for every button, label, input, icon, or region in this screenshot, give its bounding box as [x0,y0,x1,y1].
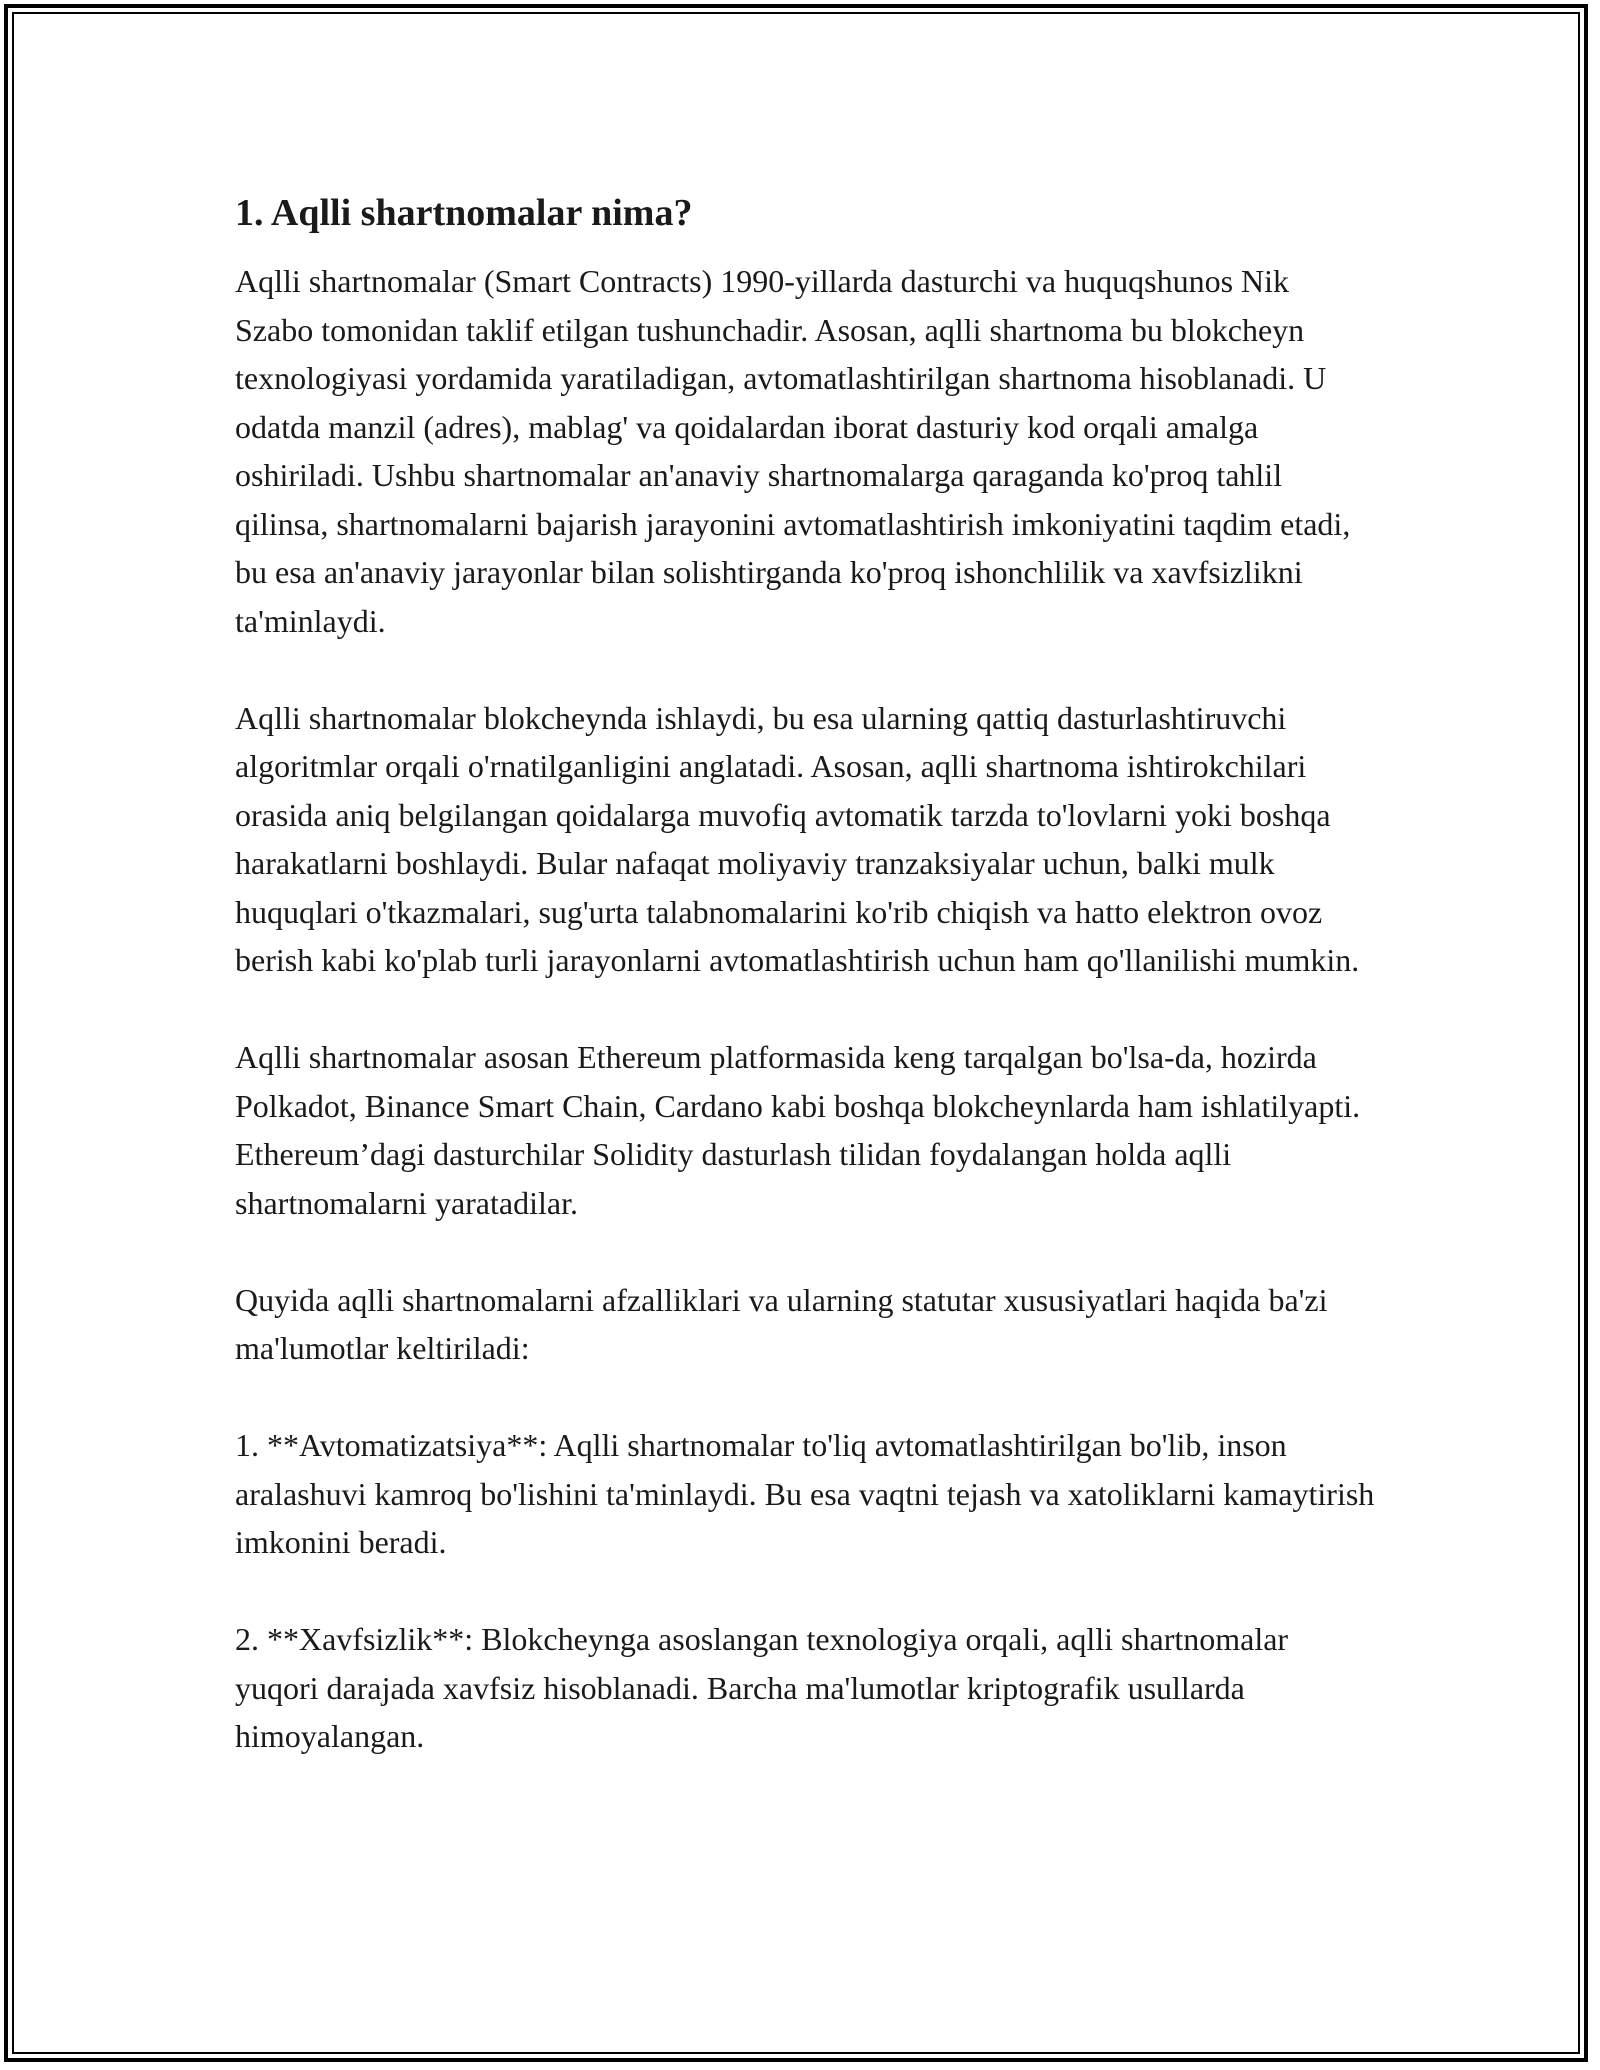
section-heading: 1. Aqlli shartnomalar nima? [235,192,693,234]
paragraph-blockchain: Aqlli shartnomalar blokcheynda ishlaydi, bu esa ularning qattiq dasturlashtiruvchi algoritmlar orqali o'rnatilganligini anglatadi. Asosan, aqlli shartnoma ishtirokchilari orasida aniq belgilangan qoidalarga muvofiq avtomatik tarzda to'lovlarni yoki boshqa harakatlarni boshlaydi. Bular nafaqat moliyaviy tranzaksiyalar uchun, balki mulk huquqlari o'tkazmalari, sug'urta talabnomalarini ko'rib chiqish va hatto elektron ovoz berish kabi ko'plab turli jarayonlarni avtomatlashtirish uchun ham qo'llanilishi mumkin. [235,699,1360,978]
paragraph-platforms: Aqlli shartnomalar asosan Ethereum platformasida keng tarqalgan bo'lsa-da, hozirda Polkadot, Binance Smart Chain, Cardano kabi boshqa blokcheynlarda ham ishlatilyapti. Ethereum’dagi dasturchilar Solidity dasturlash tilidan foydalangan holda aqlli shartnomalarni yaratadilar. [235,1039,1361,1221]
list-item-automation: 1. **Avtomatizatsiya**: Aqlli shartnomalar to'liq avtomatlashtirilgan bo'lib, inson aralashuvi kamroq bo'lishini ta'minlaydi. Bu esa vaqtni tejash va xatoliklarni kamaytirish imkonini beradi. [235,1427,1375,1560]
list-item-security: 2. **Xavfsizlik**: Blokcheynga asoslangan texnologiya orqali, aqlli shartnomalar yuqori darajada xavfsiz hisoblanadi. Barcha ma'lumotlar kriptografik usullarda himoyalangan. [235,1621,1289,1754]
document-body [235,180,1375,1809]
paragraph-advantages-intro: Quyida aqlli shartnomalarni afzalliklari va ularning statutar xususiyatlari haqida ba'zi ma'lumotlar keltiriladi: [235,1281,1328,1366]
paragraph-intro: Aqlli shartnomalar (Smart Contracts) 1990-yillarda dasturchi va huquqshunos Nik Szabo tomonidan taklif etilgan tushunchadir. Asosan, aqlli shartnoma bu blokcheyn texnologiyasi yordamida yaratiladigan, avtomatlashtirilgan shartnoma hisoblanadi. U odatda manzil (adres), mablag' va qoidalardan iborat dasturiy kod orqali amalga oshiriladi. Ushbu shartnomalar an'anaviy shartnomalarga qaraganda ko'proq tahlil qilinsa, shartnomalarni bajarish jarayonini avtomatlashtirish imkoniyatini taqdim etadi, bu esa an'anaviy jarayonlar bilan solishtirganda ko'proq ishonchlilik va xavfsizlikni ta'minlaydi. [235,263,1351,639]
